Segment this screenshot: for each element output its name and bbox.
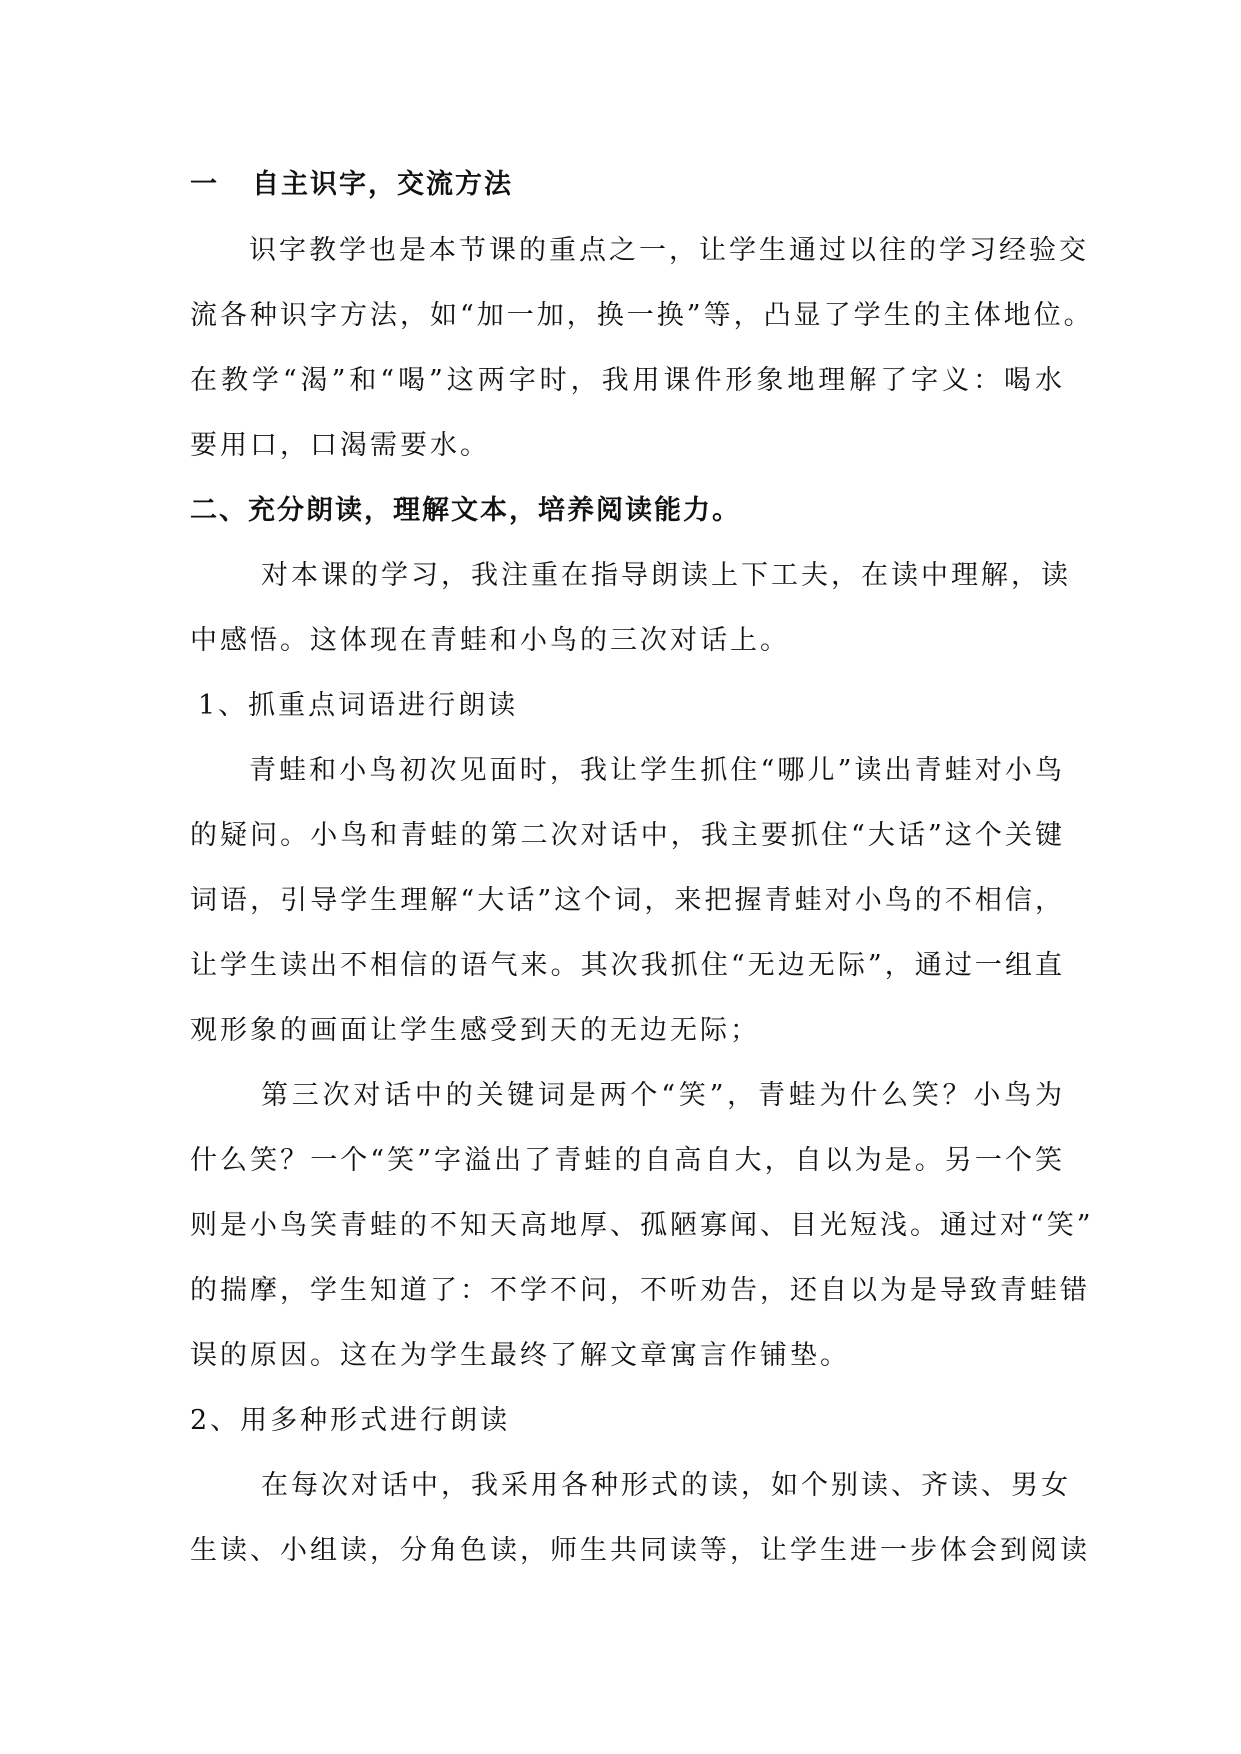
section-1-line-1: 识字教学也是本节课的重点之一，让学生通过以往的学习经验交 (249, 235, 1089, 266)
subsection-1-para-1-line-2: 的疑问。小鸟和青蛙的第二次对话中，我主要抓住“大话”这个关键 (190, 820, 1065, 851)
section-1-line-2: 流各种识字方法，如“加一加，换一换”等，凸显了学生的主体地位。 (190, 300, 1094, 331)
subsection-1-para-2-line-1: 第三次对话中的关键词是两个“笑”，青蛙为什么笑？小鸟为 (261, 1080, 1065, 1111)
subsection-1-para-2-line-4: 的揣摩，学生知道了：不学不问，不听劝告，还自以为是导致青蛙错 (190, 1275, 1090, 1306)
subsection-2-heading: 2、用多种形式进行朗读 (190, 1405, 511, 1436)
section-1-title: 自主识字，交流方法 (252, 169, 513, 200)
section-2-intro-line-2: 中感悟。这体现在青蛙和小鸟的三次对话上。 (190, 625, 790, 656)
subsection-1-para-1-line-4: 让学生读出不相信的语气来。其次我抓住“无边无际”，通过一组直 (190, 950, 1065, 981)
section-1-line-3: 在教学“渴”和“喝”这两字时，我用课件形象地理解了字义：喝水 (190, 365, 1065, 396)
section-2-intro-line-1: 对本课的学习，我注重在指导朗读上下工夫，在读中理解，读 (261, 560, 1071, 591)
subsection-1-para-2-line-5: 误的原因。这在为学生最终了解文章寓言作铺垫。 (190, 1340, 850, 1371)
section-1-number: 一 (190, 169, 219, 200)
section-1-line-4: 要用口，口渴需要水。 (190, 430, 490, 461)
subsection-1-para-2-line-3: 则是小鸟笑青蛙的不知天高地厚、孤陋寡闻、目光短浅。通过对“笑” (190, 1210, 1094, 1241)
subsection-1-para-1-line-1: 青蛙和小鸟初次见面时，我让学生抓住“哪儿”读出青蛙对小鸟 (249, 755, 1065, 786)
subsection-2-para-1-line-1: 在每次对话中，我采用各种形式的读，如个别读、齐读、男女 (261, 1470, 1071, 1501)
section-1-heading (190, 167, 1065, 203)
subsection-2-para-1-line-2: 生读、小组读，分角色读，师生共同读等，让学生进一步体会到阅读 (190, 1535, 1090, 1566)
subsection-1-para-1-line-5: 观形象的画面让学生感受到天的无边无际； (190, 1015, 760, 1046)
subsection-1-para-2-line-2: 什么笑？一个“笑”字溢出了青蛙的自高自大，自以为是。另一个笑 (190, 1145, 1065, 1176)
subsection-1-heading: 1、抓重点词语进行朗读 (198, 690, 519, 721)
section-2-heading: 二、充分朗读，理解文本，培养阅读能力。 (190, 495, 741, 526)
subsection-1-para-1-line-3: 词语，引导学生理解“大话”这个词，来把握青蛙对小鸟的不相信， (190, 885, 1065, 916)
